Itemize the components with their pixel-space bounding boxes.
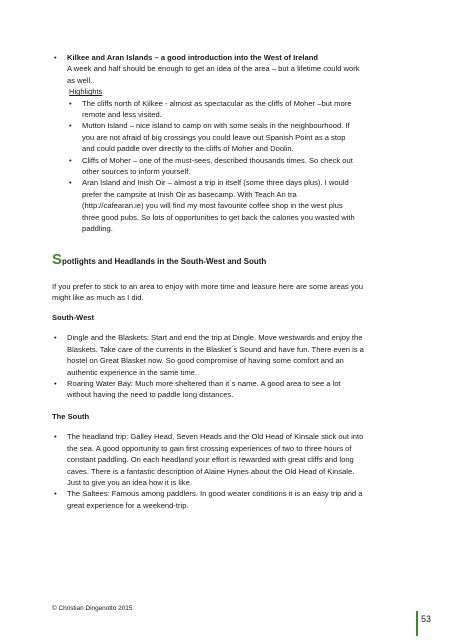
bullet-icon: • [69,121,72,131]
text-line: (http://cafearan.ie) you will find my most favourite coffee shop in the west plus [82,201,343,211]
highlight-item [52,177,412,234]
highlight-item [52,155,412,178]
kilkee-heading: Kilkee and Aran Islands – a good introduction into the West of Ireland [67,53,319,62]
page-number-bar [416,611,418,636]
text-line: the sea. A good opportunity to gain first crossing experiences of two to three hours of [67,443,352,453]
text-line: other sources to inform yourself. [82,167,191,177]
text-line: The cliffs north of Kilkee - almost as spectacular as the cliffs of Moher –but more [82,98,352,108]
section-title-initial: S [52,251,63,268]
text-line: great experience for a weekend-trip. [67,500,189,510]
highlights-label: Highlights [69,87,103,97]
bullet-icon: • [69,155,72,165]
text-line: The Saltees: Famous among paddlers. In good weater conditions it is an easy trip and a [67,489,363,499]
southwest-section [52,312,412,401]
text-line: Cliffs of Moher – one of the must-sees, described thousands times. So check out [82,155,353,165]
text-line: prefer the campsite at Inish Oir as basecamp. With Teach An tra [82,189,297,199]
section-title [52,252,412,270]
text-line: hostel on Great Blasket now. So good compromise of having some comfort and an [67,356,344,366]
text-line: you are not afraid of big crossings you could leave out Spanish Point as a stop [82,132,346,142]
highlight-item [52,98,412,121]
text-line: If you prefer to stick to an area to enjoy with more time and leasure here are some areas you [52,282,364,291]
south-heading: The South [52,412,90,421]
bullet-icon: • [54,489,57,499]
highlights-list [52,98,412,235]
south-item [52,488,412,511]
bullet-icon: • [54,379,57,389]
page-number: 53 [421,614,432,624]
southwest-item [52,378,412,401]
kilkee-intro-line: as well. [67,75,93,85]
text-line: without having the need to paddle long distances. [67,390,234,400]
bullet-icon: • [54,53,57,62]
text-line: remote and less visited. [82,110,162,120]
text-line: three good pubs. So lots of opportunities to get back the calories you wasted with [82,212,355,222]
bullet-icon: • [54,333,57,343]
text-line: Roaring Water Bay: Much more sheltered than it´s name. A good area to see a lot [67,379,341,389]
text-line: Dingle and the Blaskets: Start and end the trip at Dingle. Move westwards and enjoy the [67,333,363,343]
highlight-item [52,120,412,154]
text-line: constant paddling. On each headland your effort is rewarded with great cliffs and long [67,455,354,465]
text-line: Just to give you an idea how it is like. [67,478,192,488]
text-line: might like as much as I did. [52,293,144,303]
southwest-item [52,332,412,378]
kilkee-bullet-item [52,52,412,98]
kilkee-intro-line: A week and half should be enough to get an idea of the area – but a lifetime could work [67,64,360,74]
copyright-footer: © Christian Dingenotto 2015 [52,605,133,612]
kilkee-section [52,52,412,235]
section-title-text: potlights and Headlands in the South-West and South [62,257,267,266]
text-line: Blaskets. Take care of the currents in the Blasket´s Sound and have fun. There even is a [67,344,364,354]
text-line: authentic experience in the same time. [67,367,198,377]
text-line: and could paddle over directly to the cliffs of Moher and Doolin. [82,144,294,154]
spotlights-intro [52,281,412,304]
text-line: Mutton Island – nice island to camp on with some seals in the neighbourhood. If [82,121,350,131]
southwest-heading: South-West [52,313,95,322]
bullet-icon: • [54,432,57,442]
text-line: paddling. [82,224,113,234]
text-line: caves. There is a fantastic description of Alaine Hynes about the Old Head of Kinsale. [67,466,355,476]
bullet-icon: • [69,98,72,108]
bullet-icon: • [69,178,72,188]
text-line: The headland trip: Galley Head, Seven Heads and the Old Head of Kinsale stick out into [67,432,364,442]
south-item [52,431,412,488]
south-section [52,411,412,511]
text-line: Aran Island and Inish Oir – almost a trip in itself (some three days plus). I would [82,178,349,188]
